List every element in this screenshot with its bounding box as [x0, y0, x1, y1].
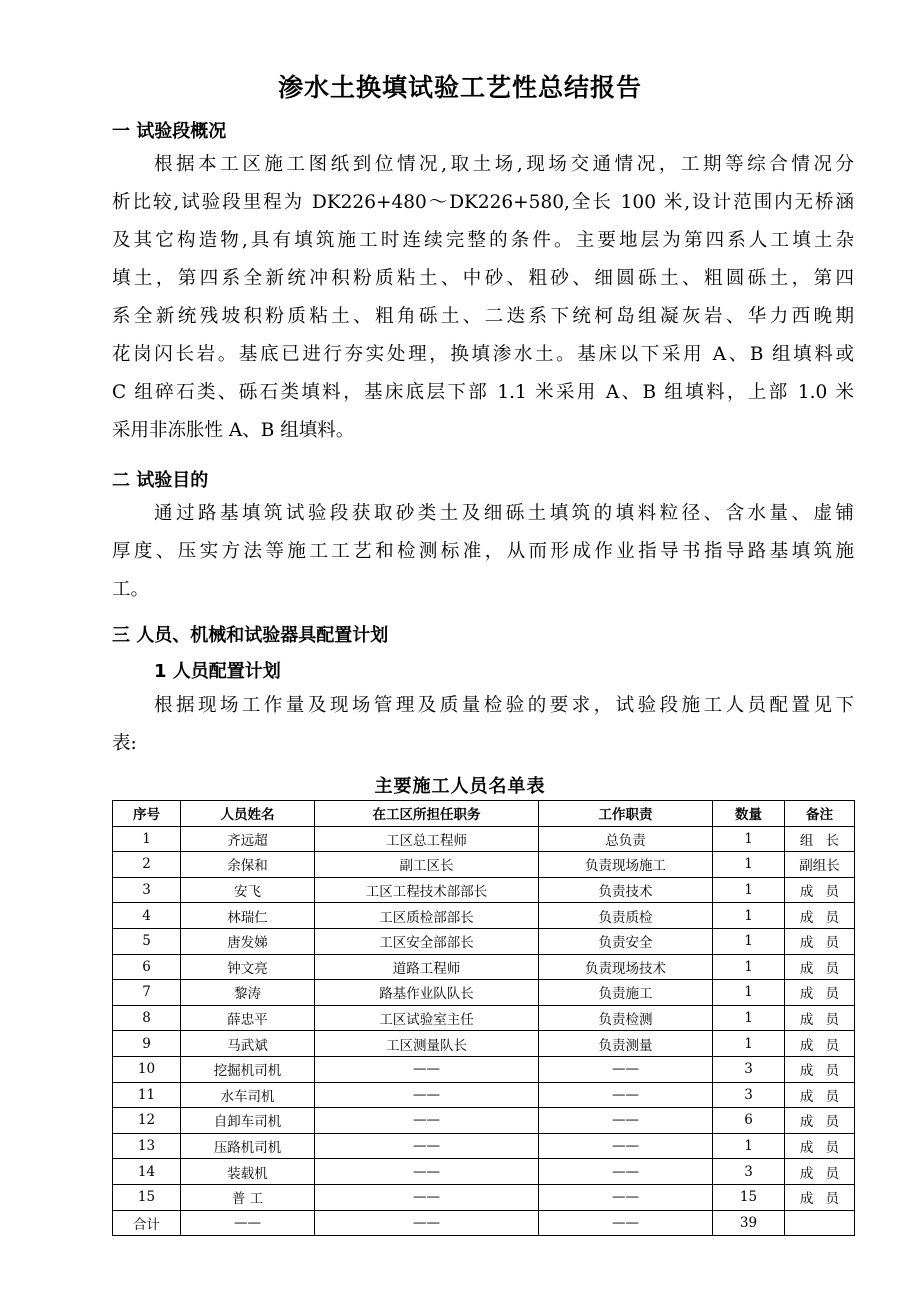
cell-index: 5 — [113, 928, 181, 954]
cell-index: 2 — [113, 852, 181, 878]
cell-remark: 成员 — [785, 1159, 855, 1185]
cell-position: —— — [315, 1082, 539, 1108]
cell-name: 唐发娣 — [181, 928, 315, 954]
section1-line: 花岗闪长岩。基底已进行夯实处理，换填渗水土。基床以下采用 A、B 组填料或 — [112, 344, 854, 365]
cell-count: 39 — [713, 1210, 785, 1236]
staff-table — [112, 800, 855, 1236]
cell-count: 1 — [713, 1133, 785, 1159]
cell-name: 薛忠平 — [181, 1005, 315, 1031]
table-row — [113, 954, 855, 980]
cell-position: 工区质检部部长 — [315, 903, 539, 929]
cell-count: 3 — [713, 1056, 785, 1082]
cell-remark — [785, 1210, 855, 1236]
cell-position: —— — [315, 1133, 539, 1159]
cell-position: 工区试验室主任 — [315, 1005, 539, 1031]
cell-count: 6 — [713, 1108, 785, 1134]
cell-duty: 负责技术 — [539, 877, 713, 903]
cell-position: 路基作业队队长 — [315, 980, 539, 1006]
cell-index: 9 — [113, 1031, 181, 1057]
cell-index: 4 — [113, 903, 181, 929]
section1-line: 析比较,试验段里程为 DK226+480～DK226+580,全长 100 米,设计范围内无桥涵 — [112, 192, 854, 213]
section1-line: 填土，第四系全新统冲积粉质粘土、中砂、粗砂、细圆砾土、粗圆砾土，第四 — [112, 268, 854, 289]
table-row — [113, 1159, 855, 1185]
section1-line: 根据本工区施工图纸到位情况,取土场,现场交通情况，工期等综合情况分 — [154, 154, 854, 175]
cell-index: 1 — [113, 826, 181, 852]
header-count: 数量 — [713, 801, 785, 827]
table-caption: 主要施工人员名单表 — [374, 776, 546, 797]
cell-remark: 成员 — [785, 928, 855, 954]
cell-count: 3 — [713, 1082, 785, 1108]
cell-count: 3 — [713, 1159, 785, 1185]
subsection-heading: 1 人员配置计划 — [154, 661, 281, 682]
table-row — [113, 1133, 855, 1159]
cell-remark: 成员 — [785, 1031, 855, 1057]
cell-remark: 成员 — [785, 1005, 855, 1031]
cell-index: 15 — [113, 1184, 181, 1210]
cell-name: 余保和 — [181, 852, 315, 878]
cell-name: 压路机司机 — [181, 1133, 315, 1159]
subsection-line: 表: — [112, 733, 137, 754]
cell-duty: —— — [539, 1082, 713, 1108]
table-row — [113, 1210, 855, 1236]
header-remark: 备注 — [785, 801, 855, 827]
cell-index: 10 — [113, 1056, 181, 1082]
cell-count: 1 — [713, 1031, 785, 1057]
table-row — [113, 1082, 855, 1108]
cell-count: 1 — [713, 1005, 785, 1031]
section1-line: 系全新统残坡积粉质粘土、粗角砾土、二迭系下统柯岛组凝灰岩、华力西晚期 — [112, 306, 854, 327]
cell-index: 6 — [113, 954, 181, 980]
section2-line: 厚度、压实方法等施工工艺和检测标准，从而形成作业指导书指导路基填筑施 — [112, 541, 854, 562]
cell-name: —— — [181, 1210, 315, 1236]
cell-index: 8 — [113, 1005, 181, 1031]
cell-remark: 成员 — [785, 1184, 855, 1210]
cell-name: 齐远超 — [181, 826, 315, 852]
header-position: 在工区所担任职务 — [315, 801, 539, 827]
cell-remark: 成员 — [785, 954, 855, 980]
cell-position: —— — [315, 1184, 539, 1210]
cell-index: 3 — [113, 877, 181, 903]
cell-index: 合计 — [113, 1210, 181, 1236]
cell-name: 安飞 — [181, 877, 315, 903]
cell-index: 11 — [113, 1082, 181, 1108]
cell-name: 水车司机 — [181, 1082, 315, 1108]
cell-index: 7 — [113, 980, 181, 1006]
header-duty: 工作职责 — [539, 801, 713, 827]
cell-duty: —— — [539, 1056, 713, 1082]
cell-name: 钟文亮 — [181, 954, 315, 980]
cell-duty: —— — [539, 1159, 713, 1185]
cell-name: 自卸车司机 — [181, 1108, 315, 1134]
table-header-row — [113, 801, 855, 827]
cell-duty: 负责质检 — [539, 903, 713, 929]
cell-position: 副工区长 — [315, 852, 539, 878]
cell-duty: 负责安全 — [539, 928, 713, 954]
cell-duty: 负责测量 — [539, 1031, 713, 1057]
section2-line: 工。 — [112, 579, 150, 600]
cell-duty: —— — [539, 1184, 713, 1210]
cell-duty: 负责施工 — [539, 980, 713, 1006]
header-index: 序号 — [113, 801, 181, 827]
cell-duty: —— — [539, 1210, 713, 1236]
section1-heading: 一 试验段概况 — [112, 121, 227, 142]
cell-position: —— — [315, 1210, 539, 1236]
cell-name: 黎涛 — [181, 980, 315, 1006]
table-row — [113, 1108, 855, 1134]
cell-count: 15 — [713, 1184, 785, 1210]
cell-remark: 成员 — [785, 903, 855, 929]
cell-index: 13 — [113, 1133, 181, 1159]
table-row — [113, 928, 855, 954]
cell-count: 1 — [713, 852, 785, 878]
cell-remark: 成员 — [785, 1108, 855, 1134]
section1-line: 采用非冻胀性 A、B 组填料。 — [112, 420, 355, 441]
cell-count: 1 — [713, 903, 785, 929]
cell-position: 工区安全部部长 — [315, 928, 539, 954]
cell-count: 1 — [713, 954, 785, 980]
cell-position: 工区总工程师 — [315, 826, 539, 852]
cell-index: 14 — [113, 1159, 181, 1185]
cell-count: 1 — [713, 928, 785, 954]
section1-line: 及其它构造物,具有填筑施工时连续完整的条件。主要地层为第四系人工填土杂 — [112, 230, 854, 251]
table-row — [113, 903, 855, 929]
cell-name: 普 工 — [181, 1184, 315, 1210]
table-row — [113, 1056, 855, 1082]
section2-line: 通过路基填筑试验段获取砂类土及细砾土填筑的填料粒径、含水量、虚铺 — [154, 503, 854, 524]
cell-count: 1 — [713, 877, 785, 903]
cell-position: 工区测量队长 — [315, 1031, 539, 1057]
cell-position: 工区工程技术部部长 — [315, 877, 539, 903]
document-title: 渗水土换填试验工艺性总结报告 — [277, 73, 642, 102]
table-row — [113, 1005, 855, 1031]
table-row — [113, 852, 855, 878]
subsection-line: 根据现场工作量及现场管理及质量检验的要求，试验段施工人员配置见下 — [154, 695, 854, 716]
cell-name: 马武斌 — [181, 1031, 315, 1057]
cell-index: 12 — [113, 1108, 181, 1134]
cell-count: 1 — [713, 980, 785, 1006]
table-row — [113, 980, 855, 1006]
cell-position: —— — [315, 1108, 539, 1134]
table-row — [113, 1184, 855, 1210]
table-row — [113, 1031, 855, 1057]
section2-heading: 二 试验目的 — [112, 470, 209, 491]
cell-remark: 成员 — [785, 1082, 855, 1108]
table-row — [113, 877, 855, 903]
cell-duty: 负责现场技术 — [539, 954, 713, 980]
cell-remark: 副组长 — [785, 852, 855, 878]
cell-remark: 成员 — [785, 1056, 855, 1082]
cell-duty: 负责检测 — [539, 1005, 713, 1031]
cell-remark: 组长 — [785, 826, 855, 852]
cell-count: 1 — [713, 826, 785, 852]
cell-name: 林瑞仁 — [181, 903, 315, 929]
table-body — [113, 826, 855, 1236]
cell-name: 挖掘机司机 — [181, 1056, 315, 1082]
cell-duty: —— — [539, 1133, 713, 1159]
header-name: 人员姓名 — [181, 801, 315, 827]
cell-position: —— — [315, 1159, 539, 1185]
cell-position: —— — [315, 1056, 539, 1082]
cell-remark: 成员 — [785, 980, 855, 1006]
cell-position: 道路工程师 — [315, 954, 539, 980]
table-row — [113, 826, 855, 852]
cell-remark: 成员 — [785, 1133, 855, 1159]
section1-line: C 组碎石类、砾石类填料，基床底层下部 1.1 米采用 A、B 组填料，上部 1.0 米 — [112, 382, 854, 403]
cell-duty: 总负责 — [539, 826, 713, 852]
cell-name: 装载机 — [181, 1159, 315, 1185]
cell-remark: 成员 — [785, 877, 855, 903]
cell-duty: —— — [539, 1108, 713, 1134]
cell-duty: 负责现场施工 — [539, 852, 713, 878]
section3-heading: 三 人员、机械和试验器具配置计划 — [112, 625, 389, 646]
